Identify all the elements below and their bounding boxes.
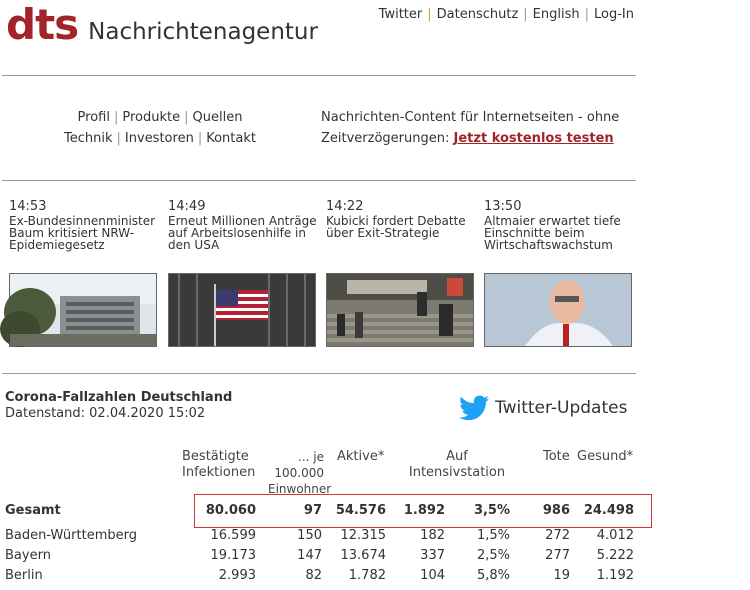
promo-text	[321, 107, 636, 149]
col-header-deaths: Tote	[543, 449, 570, 464]
nav-datenschutz[interactable]: Datenschutz	[436, 7, 519, 22]
cell-deaths: 277	[545, 548, 570, 563]
cell-recovered: 5.222	[596, 548, 634, 563]
cell-confirmed: 2.993	[218, 568, 256, 583]
cell-per100k: 150	[297, 528, 322, 543]
logo[interactable]	[6, 0, 318, 49]
row-label-state: Berlin	[5, 568, 43, 583]
cell-icu: 182	[420, 528, 445, 543]
news-item[interactable]	[484, 199, 634, 251]
col-header-per100k	[268, 449, 332, 497]
nav-english[interactable]: English	[532, 7, 580, 22]
cell-icu: 1.892	[403, 503, 445, 518]
divider	[2, 180, 636, 181]
news-image-portrait[interactable]	[484, 273, 632, 347]
news-time: 13:50	[484, 199, 522, 214]
col-header-active: Aktive*	[337, 449, 385, 464]
logo-text: Nachrichtenagentur	[88, 19, 318, 45]
news-item[interactable]	[326, 199, 476, 239]
twitter-bird-icon	[459, 395, 489, 421]
link-technik[interactable]: Technik	[64, 131, 113, 146]
corona-date: Datenstand: 02.04.2020 15:02	[5, 406, 206, 421]
cell-icu: 337	[420, 548, 445, 563]
cell-recovered: 4.012	[596, 528, 634, 543]
cell-per100k: 82	[305, 568, 322, 583]
news-time: 14:22	[326, 199, 364, 214]
cell-recovered: 24.498	[583, 503, 634, 518]
header-text: Auf	[446, 449, 468, 464]
link-produkte[interactable]: Produkte	[122, 110, 181, 125]
cell-confirmed: 19.173	[210, 548, 256, 563]
news-image-building[interactable]	[9, 273, 157, 347]
news-time: 14:49	[168, 199, 206, 214]
promo-line1: Nachrichten-Content für Internetseiten - ohne	[321, 110, 620, 125]
cell-active: 13.674	[340, 548, 386, 563]
link-profil[interactable]: Profil	[77, 110, 110, 125]
divider	[2, 373, 636, 374]
row-label-state: Baden-Württemberg	[5, 528, 137, 543]
news-title[interactable]: Erneut Millionen Anträge auf Arbeitslosenhilfe in den USA	[168, 214, 317, 252]
row-label-total: Gesamt	[5, 503, 61, 518]
header-text: Bestätigte	[182, 449, 249, 464]
header-text: Infektionen	[182, 465, 256, 480]
news-time: 14:53	[9, 199, 47, 214]
news-item[interactable]	[168, 199, 318, 251]
news-image-flag[interactable]	[168, 273, 316, 347]
cell-active: 54.576	[335, 503, 386, 518]
free-trial-link[interactable]: Jetzt kostenlos testen	[453, 131, 614, 146]
promo-line2: Zeitverzögerungen:	[321, 131, 450, 146]
link-investoren[interactable]: Investoren	[124, 131, 194, 146]
col-header-recovered: Gesund*	[577, 449, 634, 464]
news-item[interactable]	[9, 199, 159, 251]
header-text: 100.000	[274, 466, 324, 480]
col-header-confirmed	[182, 449, 255, 481]
cell-confirmed: 80.060	[205, 503, 256, 518]
corona-title: Corona-Fallzahlen Deutschland	[5, 390, 233, 405]
cell-deaths: 986	[542, 503, 570, 518]
news-title[interactable]: Kubicki fordert Debatte über Exit-Strategie	[326, 214, 466, 240]
twitter-updates-label: Twitter-Updates	[495, 398, 628, 418]
cell-deaths: 19	[553, 568, 570, 583]
cell-icu: 104	[420, 568, 445, 583]
divider	[2, 75, 636, 76]
news-title[interactable]: Altmaier erwartet tiefe Einschnitte beim Wirtschaftswachstum	[484, 214, 621, 252]
header-text: ... je	[298, 450, 324, 464]
cell-icu-pct: 2,5%	[476, 548, 510, 563]
cell-per100k: 97	[303, 503, 322, 518]
link-quellen[interactable]: Quellen	[192, 110, 243, 125]
nav-twitter[interactable]: Twitter	[378, 7, 423, 22]
cell-deaths: 272	[545, 528, 570, 543]
company-links: Profil | Produkte | Quellen Technik | Investoren | Kontakt	[64, 110, 256, 146]
twitter-updates-link[interactable]	[459, 395, 627, 421]
news-image-station[interactable]	[326, 273, 474, 347]
header-text: Einwohner	[268, 482, 332, 496]
cell-confirmed: 16.599	[210, 528, 256, 543]
news-title[interactable]: Ex-Bundesinnenminister Baum kritisiert NRW-Epidemiegesetz	[9, 214, 156, 252]
cell-recovered: 1.192	[596, 568, 634, 583]
cell-icu-pct: 5,8%	[476, 568, 510, 583]
cell-active: 1.782	[348, 568, 386, 583]
cell-icu-pct: 1,5%	[476, 528, 510, 543]
link-kontakt[interactable]: Kontakt	[206, 131, 256, 146]
cell-active: 12.315	[340, 528, 386, 543]
nav-login[interactable]: Log-In	[594, 7, 634, 22]
col-header-icu	[402, 449, 512, 481]
row-label-state: Bayern	[5, 548, 51, 563]
cell-icu-pct: 3,5%	[473, 503, 510, 518]
logo-mark: dts	[6, 0, 79, 49]
top-nav: Twitter | Datenschutz | English | Log-In	[378, 7, 634, 22]
header-text: Intensivstation	[408, 465, 506, 480]
cell-per100k: 147	[297, 548, 322, 563]
